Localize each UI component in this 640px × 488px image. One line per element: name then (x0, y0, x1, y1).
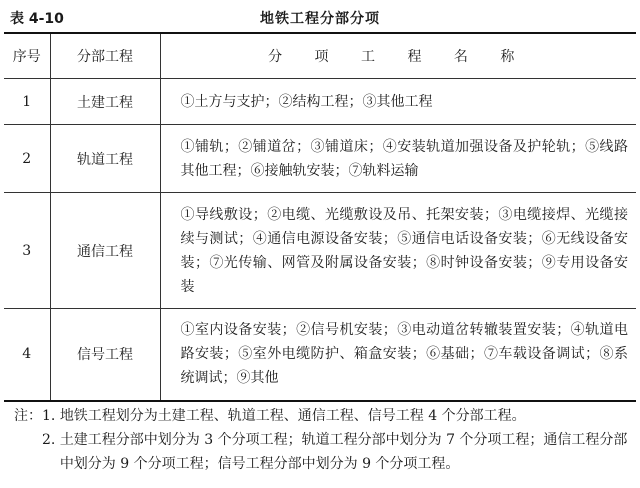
header-items (160, 33, 636, 79)
table-row (4, 309, 636, 401)
row-division: 通信工程 (50, 193, 160, 309)
table-row (4, 193, 636, 309)
note-item (14, 404, 628, 428)
header-items-label: 分 项 工 程 名 称 (268, 49, 529, 65)
header-division: 分部工程 (50, 33, 160, 79)
table-caption (4, 6, 636, 28)
header-row (4, 33, 636, 79)
row-division: 信号工程 (50, 309, 160, 401)
division-table (4, 32, 636, 402)
table-number: 表 4-10 (10, 11, 64, 27)
table-row (4, 125, 636, 193)
row-seq: 4 (4, 309, 50, 401)
row-items: ①导线敷设；②电缆、光缆敷设及吊、托架安装；③电缆接焊、光缆接续与测试；④通信电源设备安装；⑤通信电话设备安装；⑥无线设备安装；⑦光传输、网管及附属设备安装；⑧时钟设备安装；⑨专用设备安装 (160, 193, 636, 309)
note-text: 土建工程分部中划分为 3 个分项工程；轨道工程分部中划分为 7 个分项工程；通信工程分部中划分为 9 个分项工程；信号工程分部中划分为 9 个分项工程。 (59, 432, 628, 472)
note-index: 2. (42, 432, 56, 448)
note-text: 地铁工程划分为土建工程、轨道工程、通信工程、信号工程 4 个分部工程。 (59, 408, 526, 424)
row-seq: 1 (4, 79, 50, 125)
row-division: 轨道工程 (50, 125, 160, 193)
row-items: ①室内设备安装；②信号机安装；③电动道岔转辙装置安装；④轨道电路安装；⑤室外电缆防护、箱盒安装；⑥基础；⑦车载设备调试；⑧系统调试；⑨其他 (160, 309, 636, 401)
row-seq: 3 (4, 193, 50, 309)
header-seq: 序号 (4, 33, 50, 79)
notes-label: 注： (14, 408, 42, 424)
table-title: 地铁工程分部分项 (260, 11, 380, 27)
row-items: ①铺轨；②铺道岔；③铺道床；④安装轨道加强设备及护轮轨；⑤线路其他工程；⑥接触轨安装；⑦轨料运输 (160, 125, 636, 193)
table-row (4, 79, 636, 125)
note-item (14, 428, 628, 476)
table-notes (14, 404, 628, 476)
note-index: 1. (42, 408, 56, 424)
row-items: ①土方与支护；②结构工程；③其他工程 (160, 79, 636, 125)
row-division: 土建工程 (50, 79, 160, 125)
row-seq: 2 (4, 125, 50, 193)
